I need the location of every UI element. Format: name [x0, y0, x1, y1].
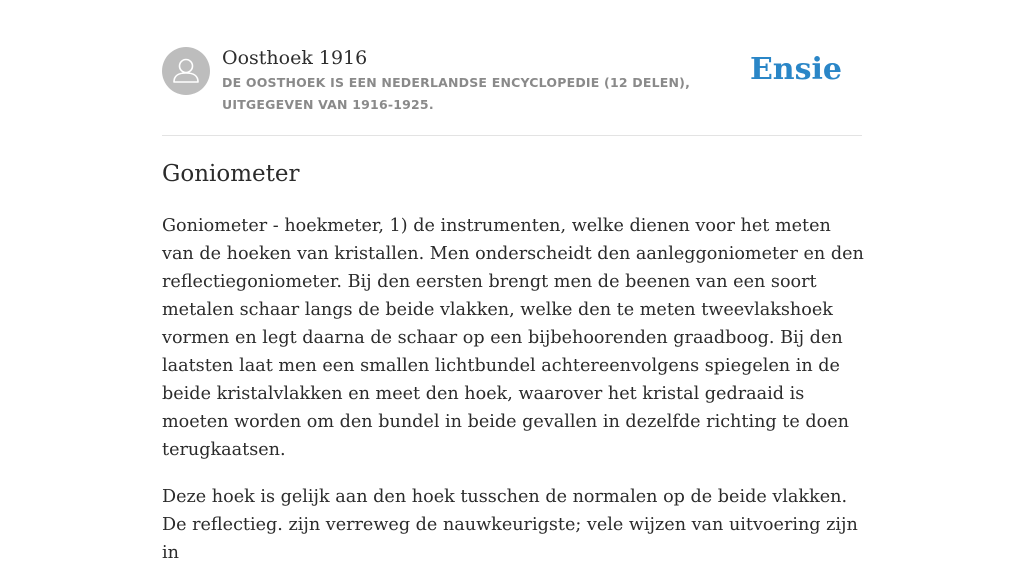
entry-paragraph: Goniometer - hoekmeter, 1) de instrumenten, welke dienen voor het meten van de hoeken van kristallen. Men onderscheidt den aanleggoniometer en den reflectiegoniometer. Bij den eersten brengt men de beenen van een soort metalen schaar langs de beide vlakken, welke den te meten tweevlakshoek vormen en legt daarna de schaar op een bijbehoorenden graadboog. Bij den laatsten laat men een smallen lichtbundel achtereenvolgens spiegelen in de beide kristalvlakken en meet den hoek, waarover het kristal gedraaid is moeten worden om den bundel in beide gevallen in dezelfde richting te doen terugkaatsen.: [162, 216, 864, 460]
source-description: DE OOSTHOEK IS EEN NEDERLANDSE ENCYCLOPEDIE (12 DELEN), UITGEGEVEN VAN 1916-1925.: [222, 75, 691, 112]
ensie-logo-link[interactable]: Ensie: [749, 52, 842, 87]
header-divider: [162, 135, 862, 136]
source-header: [162, 46, 862, 136]
entry-content: [162, 212, 866, 586]
source-title[interactable]: Oosthoek 1916: [222, 47, 368, 69]
entry-title: Goniometer: [162, 161, 300, 187]
entry-paragraph: Deze hoek is gelijk aan den hoek tusschen de normalen op de beide vlakken. De reflectieg. zijn verreweg de nauwkeurigste; vele wijzen van uitvoering zijn in: [162, 487, 858, 563]
user-icon[interactable]: [162, 47, 210, 95]
